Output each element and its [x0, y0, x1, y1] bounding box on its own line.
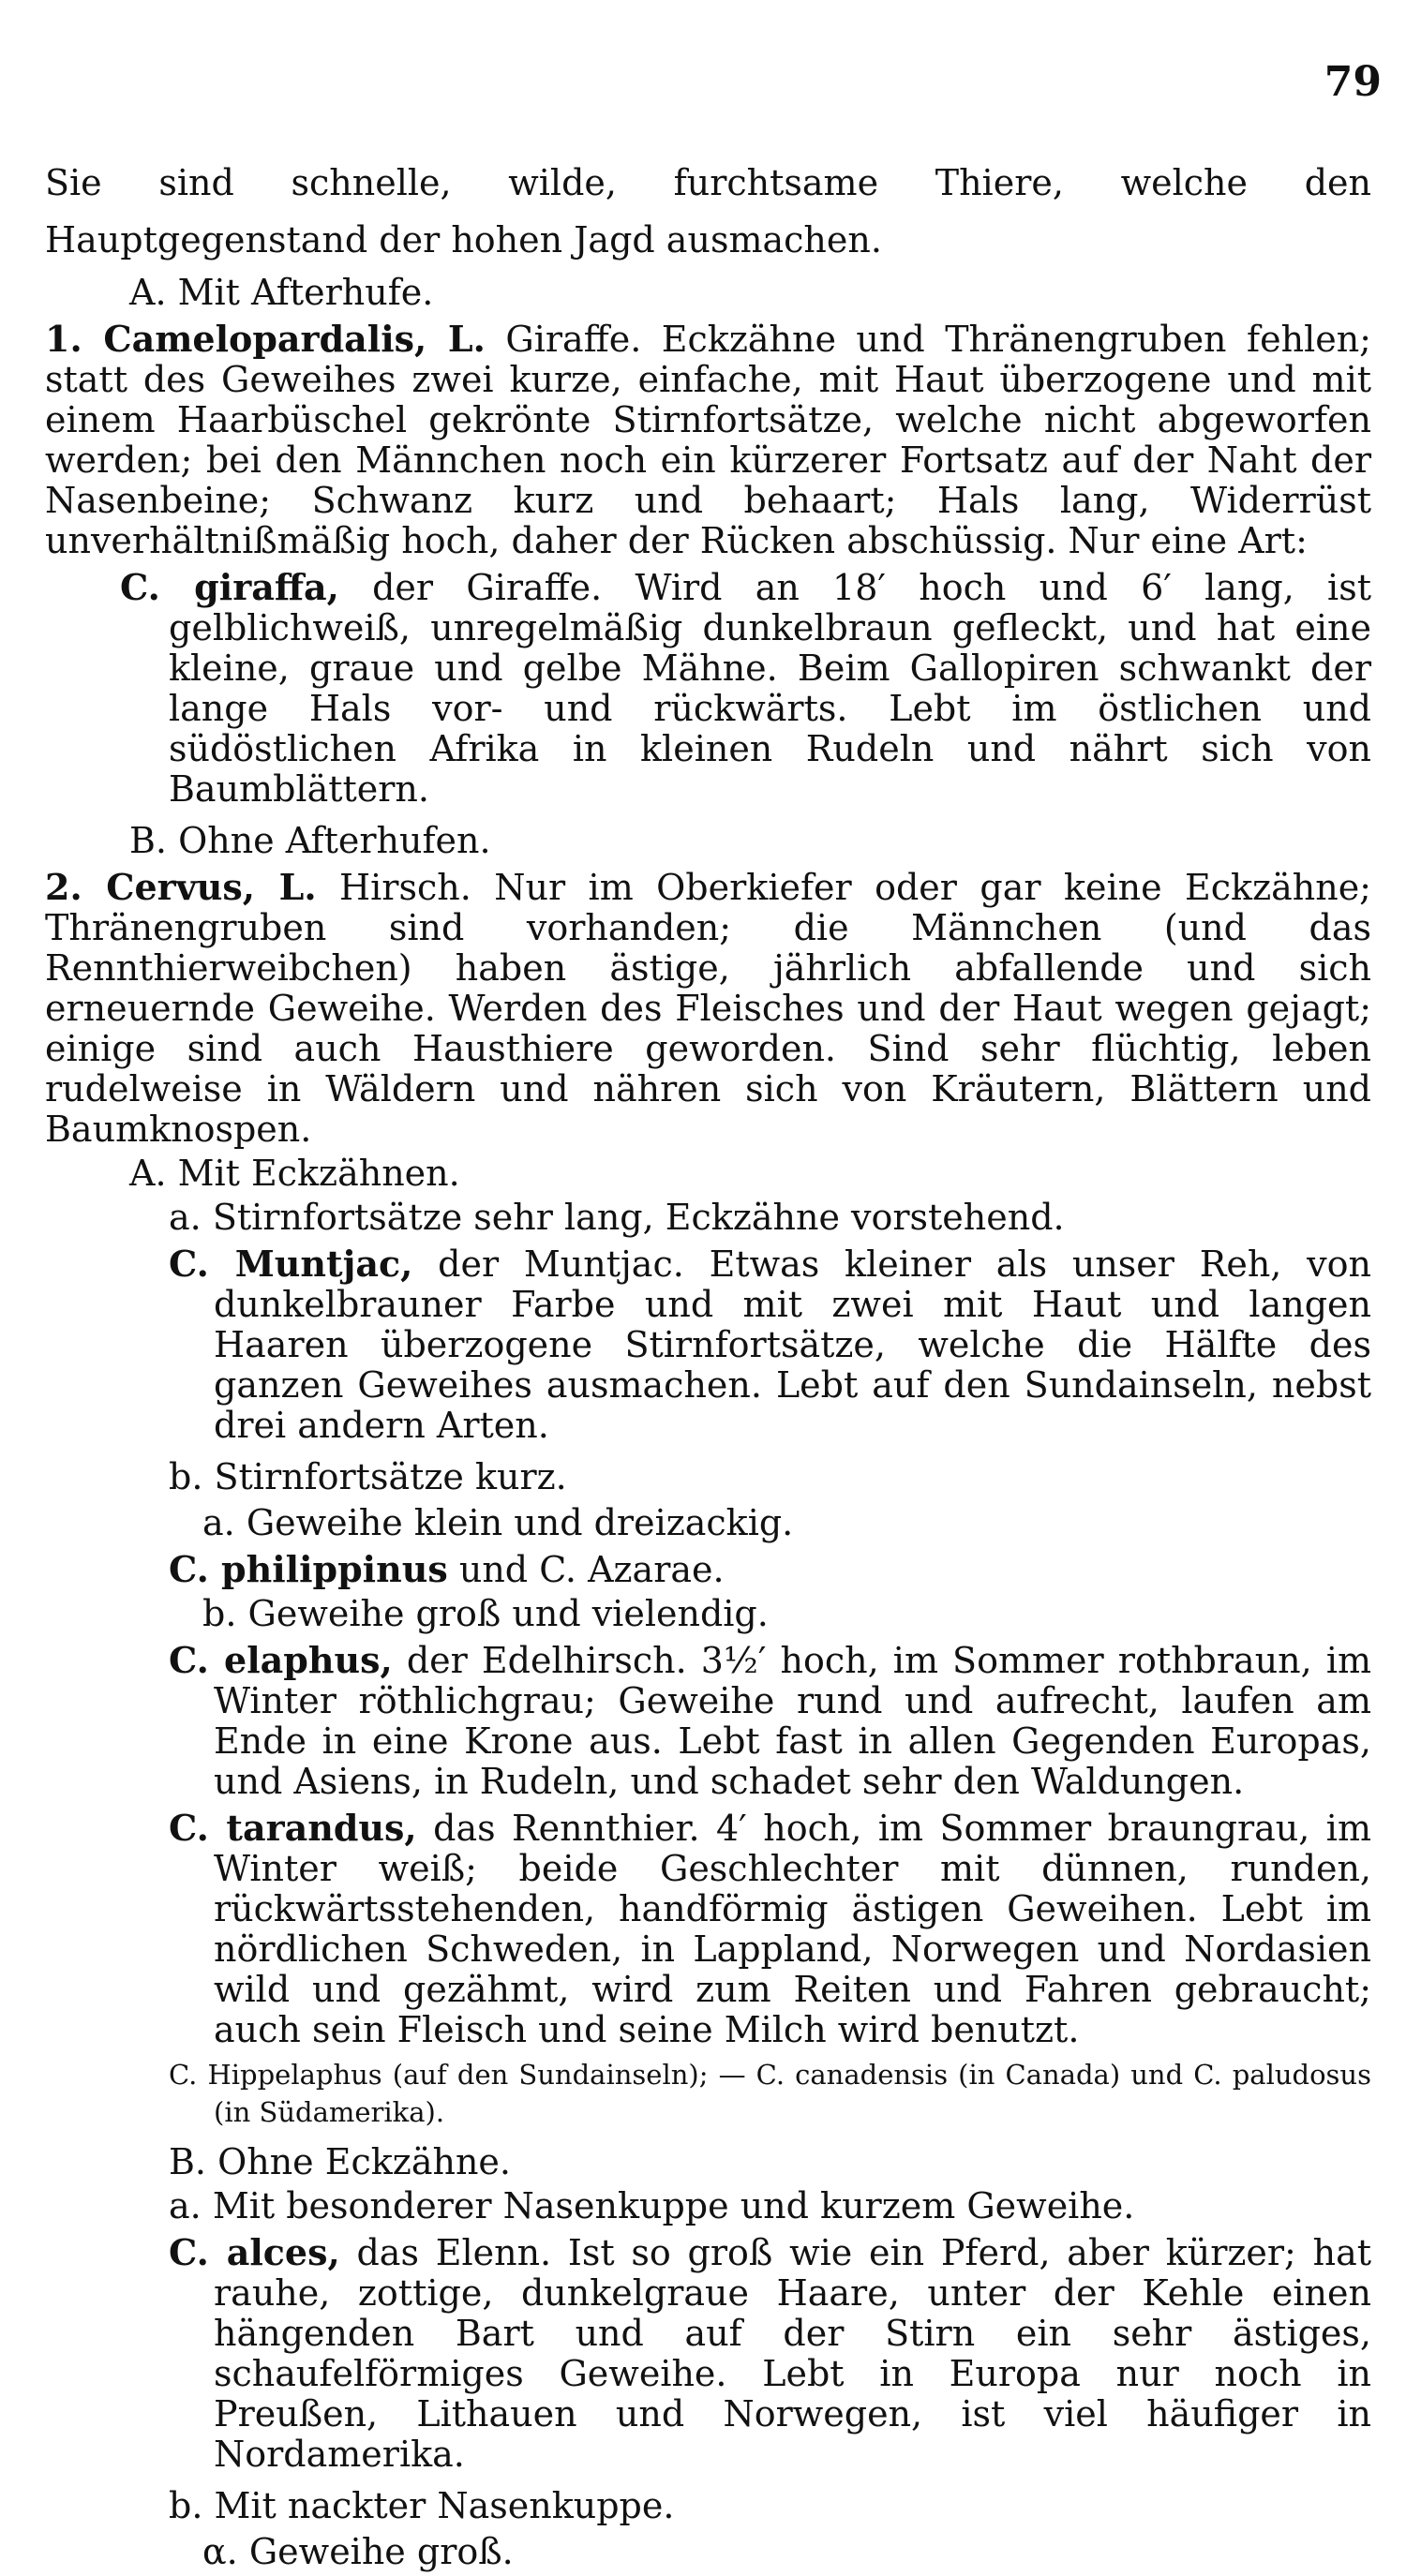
genus-label: 2. Cervus, L. [45, 866, 317, 908]
species-label: C. giraffa, [120, 566, 339, 608]
group-heading-nackte-nasenkuppe: b. Mit nackter Nasenkuppe. [169, 2485, 675, 2526]
species-giraffa-entry [45, 567, 1371, 810]
species-philippinus-entry [45, 1549, 1371, 1590]
species-label: C. elaphus, [169, 1639, 393, 1681]
species-label: C. alces, [169, 2231, 340, 2273]
species-label: C. Muntjac, [169, 1243, 413, 1285]
species-muntjac-entry [45, 1243, 1371, 1446]
genus-cervus-entry [45, 867, 1371, 1150]
species-elaphus-entry [45, 1640, 1371, 1802]
species-description: das Rennthier. 4′ hoch, im Sommer braungrau, im Winter weiß; beide Geschlechter mit dünnen, runden, rückwärtsstehenden, handförmig ästigen Geweihen. Lebt im nördlichen Schweden, in Lappland, Norwegen und Nordasien wild und gezähmt, wird zum Reiten und Fahren gebraucht; auch sein Fleisch und seine Milch wird benutzt. [214, 1808, 1371, 2050]
species-description: und C. Azarae. [458, 1549, 725, 1590]
species-description: der Muntjac. Etwas kleiner als unser Reh, von dunkelbrauner Farbe und mit zwei mit Haut und langen Haaren überzogene Stirnfortsätze, welche die Hälfte des ganzen Geweihes ausmachen. Lebt auf den Sundainseln, nebst drei andern Arten. [214, 1243, 1371, 1446]
page-text [45, 155, 1371, 2576]
species-label: C. philippinus [169, 1548, 448, 1590]
species-description: der Edelhirsch. 3½′ hoch, im Sommer rothbraun, im Winter röthlichgrau; Geweihe rund und aufrecht, laufen am Ende in eine Krone aus. Lebt fast in allen Gegenden Europas, und Asiens, in Rudeln, und schadet sehr den Waldungen. [214, 1640, 1372, 1802]
genus-label: 1. Camelopardalis, L. [45, 318, 486, 360]
group-heading-stirnfortsaetze-kurz: b. Stirnfortsätze kurz. [169, 1456, 567, 1497]
genus-description: Hirsch. Nur im Oberkiefer oder gar keine Eckzähne; Thränengruben sind vorhanden; die Männchen (und das Rennthierweibchen) haben ästige, jährlich abfallende und sich erneuernde Geweihe. Werden des Fleisches und der Haut wegen gejagt; einige sind auch Hausthiere geworden. Sind sehr flüchtig, leben rudelweise in Wäldern und nähren sich von Kräutern, Blättern und Baumknospen. [45, 867, 1371, 1150]
section-heading-a-afterhufe: A. Mit Afterhufe. [129, 272, 434, 313]
genus-camelopardalis-entry [45, 319, 1371, 561]
species-note-small: C. Hippelaphus (auf den Sundainseln); — C. canadensis (in Canada) und C. paludosus (in Südamerika). [169, 2059, 1371, 2128]
group-heading-alpha-geweihe-gross: α. Geweihe groß. [202, 2531, 514, 2572]
species-alces-entry [45, 2232, 1371, 2475]
section-heading-b-ohne-afterhufen: B. Ohne Afterhufen. [129, 820, 491, 861]
subsection-heading-ohne-eckzaehne: B. Ohne Eckzähne. [169, 2141, 511, 2182]
species-label: C. tarandus, [169, 1807, 417, 1849]
group-heading-nasenkuppe: a. Mit besonderer Nasenkuppe und kurzem Geweihe. [169, 2185, 1135, 2226]
group-heading-stirnfortsaetze-lang: a. Stirnfortsätze sehr lang, Eckzähne vorstehend. [169, 1197, 1065, 1238]
genus-description: Giraffe. Eckzähne und Thränengruben fehlen; statt des Geweihes zwei kurze, einfache, mit Haut überzogene und mit einem Haarbüschel gekrönte Stirnfortsätze, welche nicht abgeworfen werden; bei den Männchen noch ein kürzerer Fortsatz auf der Naht der Nasenbeine; Schwanz kurz und behaart; Hals lang, Widerrüst unverhältnißmäßig hoch, daher der Rücken abschüssig. Nur eine Art: [45, 319, 1371, 561]
species-description: der Giraffe. Wird an 18′ hoch und 6′ lang, ist gelblichweiß, unregelmäßig dunkelbraun gefleckt, und hat eine kleine, graue und gelbe Mähne. Beim Gallopiren schwankt der lange Hals vor- und rückwärts. Lebt im östlichen und südöstlichen Afrika in kleinen Rudeln und nährt sich von Baumblättern. [169, 567, 1371, 810]
group-heading-geweihe-gross: b. Geweihe groß und vielendig. [202, 1593, 769, 1634]
page-number: 79 [1324, 58, 1382, 106]
species-tarandus-entry [45, 1808, 1371, 2050]
subsection-heading-mit-eckzaehnen: A. Mit Eckzähnen. [129, 1153, 460, 1194]
intro-paragraph: Sie sind schnelle, wilde, furchtsame Thiere, welche den Hauptgegenstand der hohen Jagd ausmachen. [45, 162, 1371, 261]
species-description: das Elenn. Ist so groß wie ein Pferd, aber kürzer; hat rauhe, zottige, dunkelgraue Haare, unter der Kehle einen hängenden Bart und auf der Stirn ein sehr ästiges, schaufelförmiges Geweihe. Lebt in Europa nur noch in Preußen, Lithauen und Norwegen, ist viel häufiger in Nordamerika. [214, 2232, 1371, 2475]
group-heading-geweihe-klein: a. Geweihe klein und dreizackig. [202, 1502, 794, 1543]
